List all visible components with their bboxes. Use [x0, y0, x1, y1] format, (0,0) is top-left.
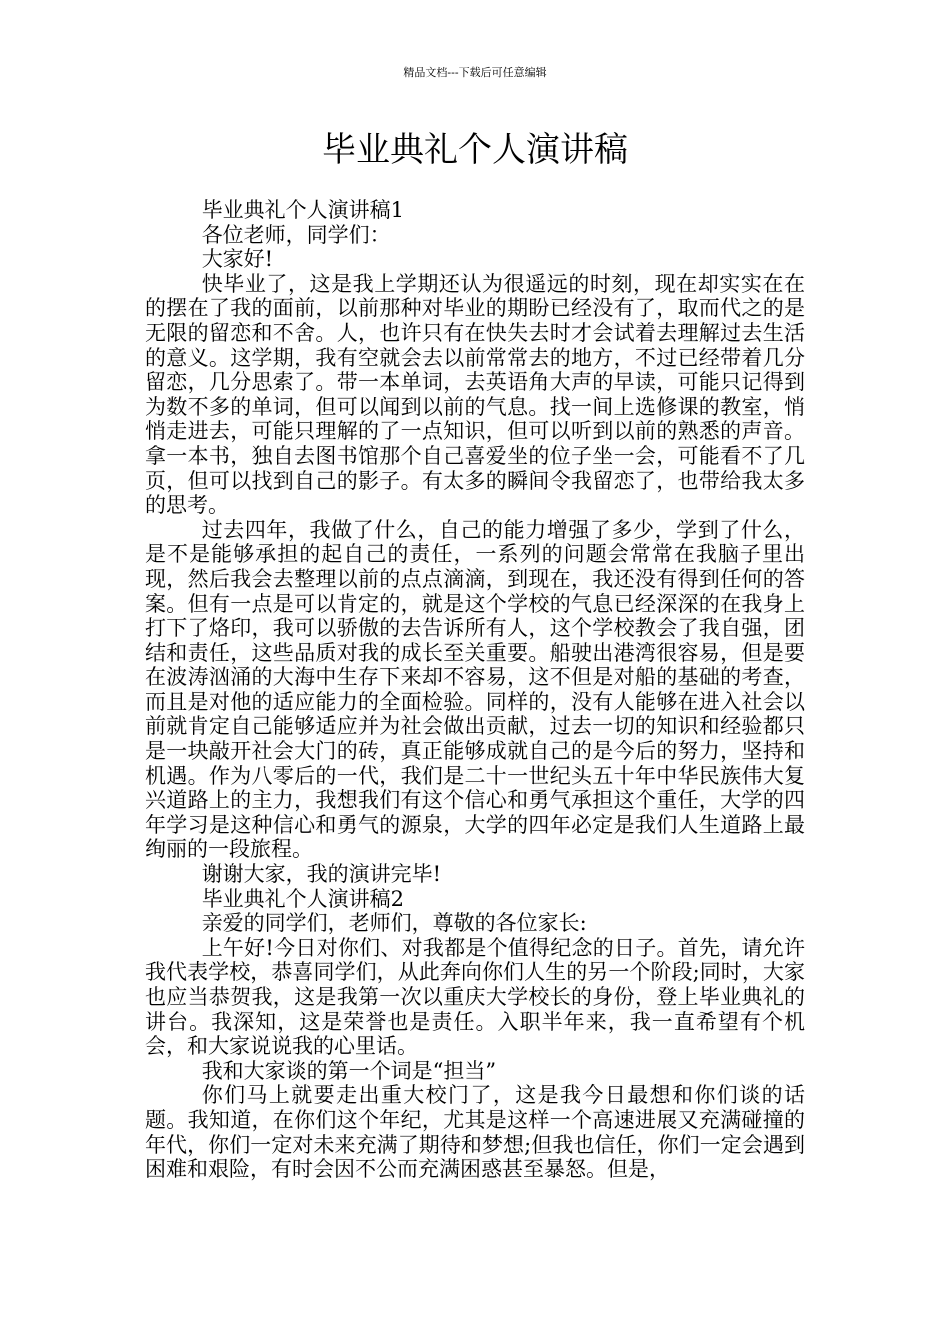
document-body [145, 198, 805, 1182]
paragraph-body: 过去四年，我做了什么，自己的能力增强了多少，学到了什么，是不是能够承担的起自己的责任，一系列的问题会常常在我脑子里出现，然后我会去整理以前的点点滴滴，到现在，我还没有得到任何的答案。但有一点是可以肯定的，就是这个学校的气息已经深深的在我身上打下了烙印，我可以骄傲的去告诉所有人，这个学校教会了我自强，团结和责任，这些品质对我的成长至关重要。船驶出港湾很容易，但是要在波涛汹涌的大海中生存下来却不容易，这不但是对船的基础的考查，而且是对他的适应能力的全面检验。同样的，没有人能够在进入社会以前就肯定自己能够适应并为社会做出贡献，过去一切的知识和经验都只是一块敲开社会大门的砖，真正能够成就自己的是今后的努力，坚持和机遇。作为八零后的一代，我们是二十一世纪头五十年中华民族伟大复兴道路上的主力，我想我们有这个信心和勇气承担这个重任，大学的四年学习是这种信心和勇气的源泉，大学的四年必定是我们人生道路上最绚丽的一段旅程。 [145, 517, 805, 862]
header-note: 精品文档---下载后可任意编辑 [403, 66, 547, 79]
paragraph-body: 你们马上就要走出重大校门了，这是我今日最想和你们谈的话题。我知道，在你们这个年纪，尤其是这样一个高速进展又充满碰撞的年代，你们一定对未来充满了期待和梦想;但我也信任，你们一定会遇到困难和艰险，有时会因不公而充满困惑甚至暴怒。但是， [145, 1083, 805, 1182]
paragraph-speech-2-heading: 毕业典礼个人演讲稿2 [201, 886, 405, 911]
paragraph-greeting-1: 大家好! [201, 247, 274, 272]
paragraph-salutation-2: 亲爱的同学们，老师们，尊敬的各位家长: [201, 911, 587, 936]
paragraph-closing-1: 谢谢大家，我的演讲完毕! [201, 862, 442, 887]
paragraph-section-intro: 我和大家谈的第一个词是“担当” [201, 1058, 497, 1083]
paragraph-body: 快毕业了，这是我上学期还认为很遥远的时刻，现在却实实在在的摆在了我的面前，以前那种对毕业的期盼已经没有了，取而代之的是无限的留恋和不舍。人，也许只有在快失去时才会试着去理解过去生活的意义。这学期，我有空就会去以前常常去的地方，不过已经带着几分留恋，几分思索了。带一本单词，去英语角大声的早读，可能只记得到为数不多的单词，但可以闻到以前的气息。找一间上选修课的教室，悄悄走进去，可能只理解的了一点知识，但可以听到以前的熟悉的声音。拿一本书，独自去图书馆那个自己喜爱坐的位子坐一会，可能看不了几页，但可以找到自己的影子。有太多的瞬间令我留恋了，也带给我太多的思考。 [145, 271, 805, 518]
document-title: 毕业典礼个人演讲稿 [322, 130, 628, 170]
paragraph-salutation-1: 各位老师，同学们： [201, 222, 391, 247]
paragraph-body: 上午好!今日对你们、对我都是个值得纪念的日子。首先，请允许我代表学校，恭喜同学们，从此奔向你们人生的另一个阶段;同时，大家也应当恭贺我，这是我第一次以重庆大学校长的身份，登上毕业典礼的讲台。我深知，这是荣誉也是责任。入职半年来，我一直希望有个机会，和大家说说我的心里话。 [145, 935, 805, 1059]
paragraph-speech-1-heading: 毕业典礼个人演讲稿1 [201, 198, 405, 222]
